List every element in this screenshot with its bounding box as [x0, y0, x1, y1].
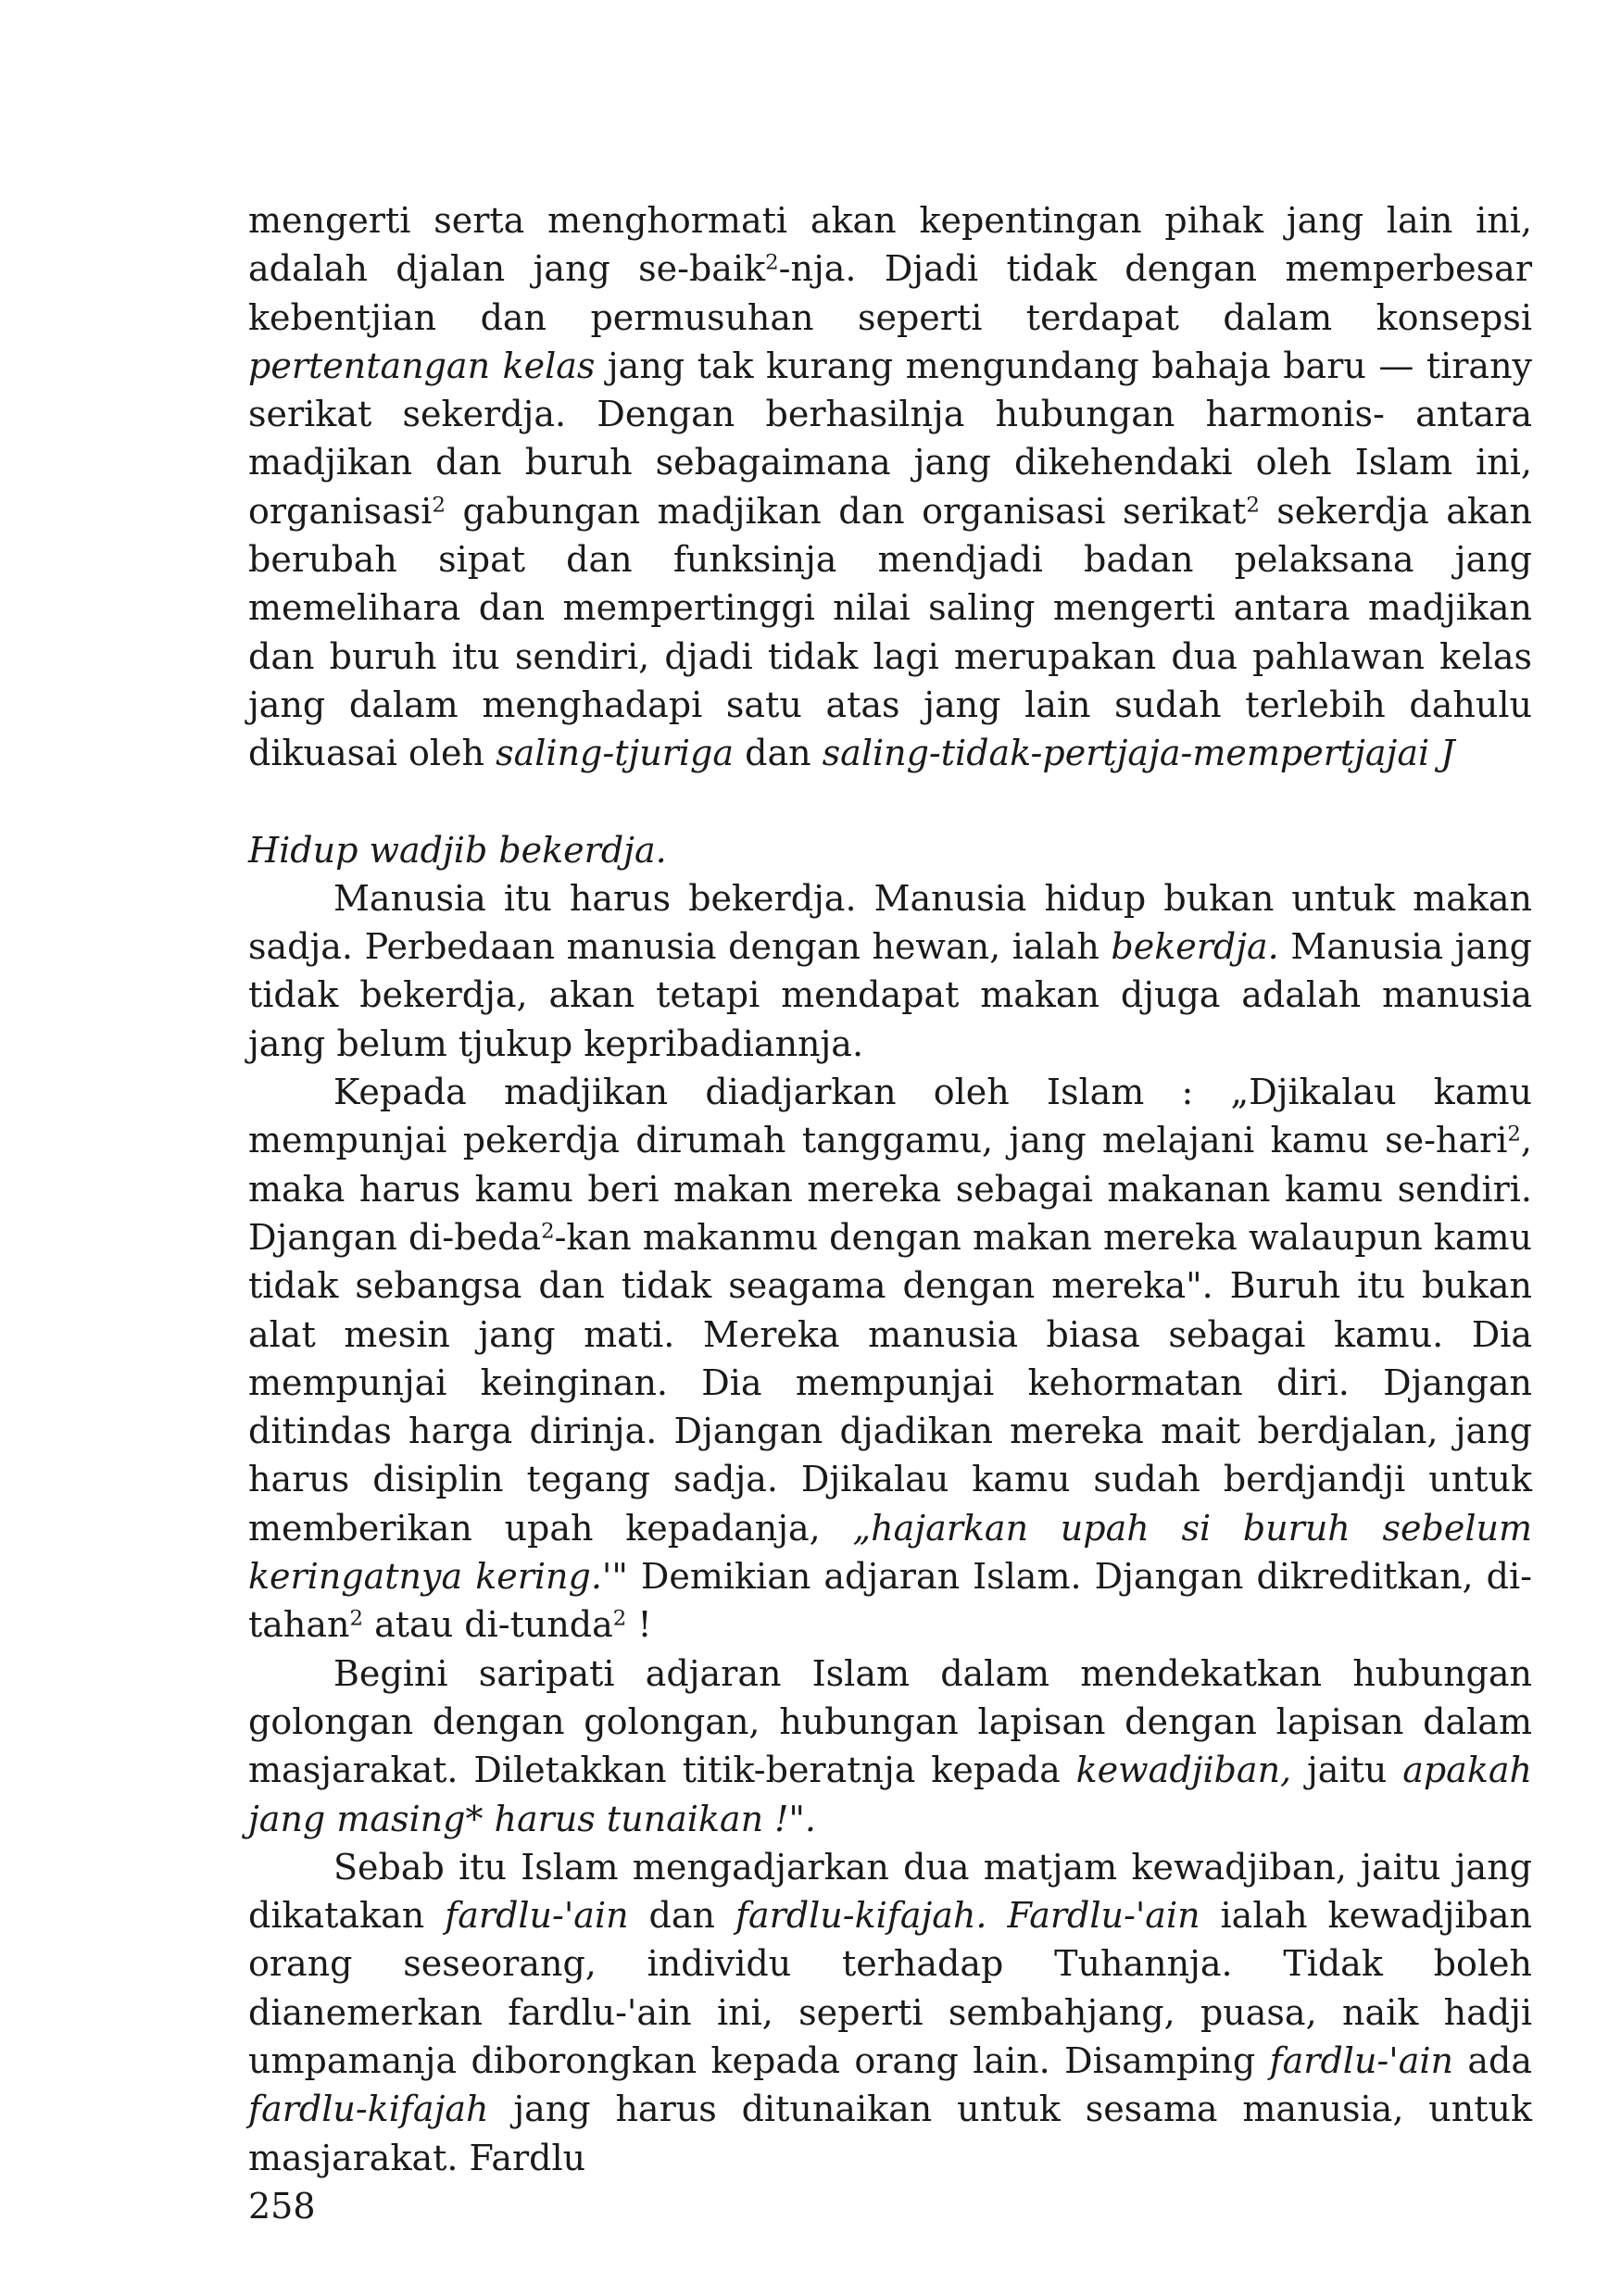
superscript: 2 — [765, 250, 779, 275]
paragraph-4 — [248, 1650, 1532, 1843]
text-run: sekerdja akan berubah sipat dan funksinja mendjadi badan pelaksana jang memelihara dan mempertinggi nilai saling mengerti antara madjikan dan buruh itu sendiri, djadi tidak lagi merupakan dua pahlawan kelas jang dalam menghadapi satu atas jang lain sudah terlebih dahulu dikuasai oleh — [248, 490, 1533, 774]
text-run: dan — [734, 733, 823, 774]
text-run: jang tak kurang mengundang bahaja baru — tirany serikat sekerdja. Dengan berhasilnja hubungan harmonis- antara madjikan dan buruh sebagaimana jang dikehendaki oleh Islam ini, organisasi — [248, 345, 1533, 532]
italic-term: kewadjiban, — [1075, 1750, 1292, 1791]
superscript: 2 — [432, 493, 446, 518]
italic-term: fardlu-'ain — [445, 1895, 629, 1937]
section-gap — [248, 778, 1532, 826]
superscript: 2 — [541, 1219, 555, 1244]
superscript: 2 — [1246, 493, 1260, 518]
text-run: dan — [628, 1895, 735, 1937]
italic-term: apakah jang masing* harus tunaikan !". — [248, 1750, 1532, 1839]
text-run: -kan makanmu dengan makan mereka walaupun kamu tidak sebangsa dan tidak seagama dengan mereka". Buruh itu bukan alat mesin jang mati. Mereka manusia biasa sebagai kamu. Dia mempunjai keinginan. Dia mempunjai kehormatan diri. Djangan ditindas harga dirinja. Djangan djadikan mereka mait berdjalan, jang harus disiplin tegang sadja. Djikalau kamu sudah berdjandji untuk memberikan upah kepadanja, — [248, 1216, 1532, 1549]
section-heading: Hidup wadjib bekerdja. — [248, 829, 667, 871]
italic-term: fardlu-kifajah. Fardlu-'ain — [735, 1895, 1200, 1937]
text-run: ialah kewadjiban orang seseorang, individu terhadap Tuhannja. Tidak boleh dianemerkan fardlu-'ain ini, seperti sembahjang, puasa, naik hadji umpamanja diborongkan kepada orang lain. Disamping — [248, 1895, 1532, 2081]
text-run: gabungan madjikan dan organisasi serikat — [445, 490, 1247, 532]
italic-term: fardlu-'ain — [1269, 2039, 1453, 2081]
superscript: 2 — [612, 1606, 627, 1631]
paragraph-2 — [248, 874, 1532, 1068]
italic-term: fardlu-kifajah — [248, 2089, 489, 2130]
text-run: Sebab itu Islam mengadjarkan dua matjam kewadjiban, jaitu jang dikatakan — [248, 1846, 1532, 1937]
text-run: -nja. Djadi tidak dengan memperbesar kebentjian dan permusuhan seperti terdapat dalam konsepsi — [248, 248, 1532, 338]
text-run: Manusia jang tidak bekerdja, akan tetapi mendapat makan djuga adalah manusia jang belum tjukup kepribadiannja. — [248, 926, 1532, 1064]
italic-term: pertentangan kelas — [248, 345, 596, 386]
text-run: atau di-tunda — [363, 1604, 613, 1646]
page-number: 258 — [248, 2185, 316, 2227]
text-run: jang harus ditunaikan untuk sesama manusia, untuk masjarakat. Fardlu — [248, 2089, 1532, 2178]
text-run: ada — [1452, 2039, 1532, 2081]
book-page — [248, 196, 1532, 2230]
superscript: 2 — [349, 1606, 364, 1631]
paragraph-1 — [248, 196, 1532, 778]
italic-term: saling-tidak-pertjaja-mempertjajai J — [822, 733, 1455, 774]
paragraph-5 — [248, 1843, 1532, 2182]
text-run: jaitu — [1291, 1750, 1403, 1791]
superscript: 2 — [1507, 1122, 1521, 1147]
italic-term: bekerdja. — [1111, 926, 1279, 968]
italic-term: saling-tjuriga — [496, 733, 735, 774]
text-run: " Demikian adjaran Islam. Djangan dikreditkan, di-tahan — [248, 1556, 1532, 1646]
text-run: , maka harus kamu beri makan mereka sebagai makanan kamu sendiri. Djangan di-beda — [248, 1120, 1532, 1258]
italic-quote: „hajarkan upah si buruh sebelum keringatnya kering.' — [248, 1507, 1532, 1598]
text-run: mengerti serta menghormati akan kepentingan pihak jang lain ini, adalah djalan jang se-baik — [248, 200, 1532, 290]
paragraph-3 — [248, 1068, 1532, 1650]
text-run: Manusia itu harus bekerdja. Manusia hidup bukan untuk makan sadja. Perbedaan manusia dengan hewan, ialah — [248, 877, 1532, 968]
text-run: Begini saripati adjaran Islam dalam mendekatkan hubungan golongan dengan golongan, hubungan lapisan dengan lapisan dalam masjarakat. Diletakkan titik-beratnja kepada — [248, 1652, 1532, 1791]
text-run: ! — [626, 1604, 652, 1646]
text-run: Kepada madjikan diadjarkan oleh Islam : „Djikalau kamu mempunjai pekerdja dirumah tanggamu, jang melajani kamu se-hari — [248, 1072, 1532, 1161]
